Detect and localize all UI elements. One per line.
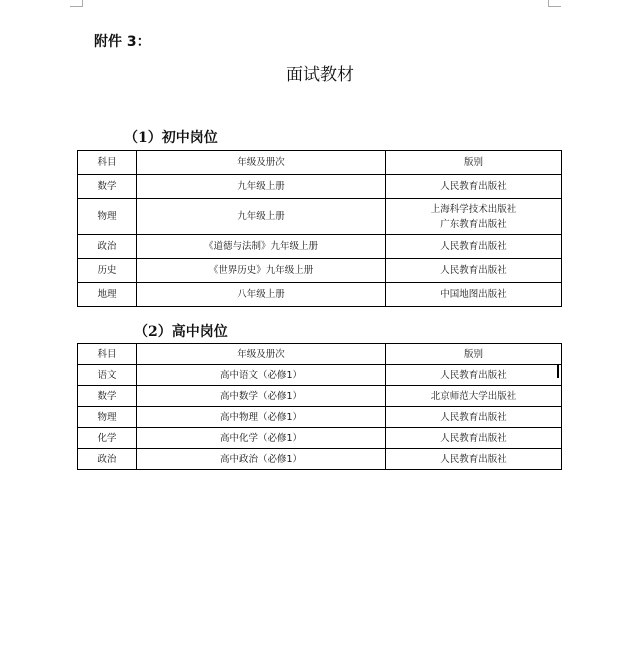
cell-publisher: 北京师范大学出版社 [386, 386, 562, 407]
table-row [78, 235, 562, 259]
table-row [78, 365, 562, 386]
cell-subject: 政治 [78, 235, 137, 259]
cell-publisher: 人民教育出版社 [386, 175, 562, 199]
cell-grade: 九年级上册 [137, 199, 386, 235]
column-header-grade: 年级及册次 [137, 151, 386, 175]
cell-subject: 历史 [78, 259, 137, 283]
cell-grade: 高中语文（必修1） [137, 365, 386, 386]
cell-grade: 《道德与法制》九年级上册 [137, 235, 386, 259]
cell-publisher: 中国地图出版社 [386, 283, 562, 307]
section-heading-junior: （1）初中岗位 [124, 130, 218, 146]
table-row [78, 283, 562, 307]
cell-publisher: 人民教育出版社 [386, 428, 562, 449]
junior-textbook-table [77, 150, 562, 307]
table-row [78, 407, 562, 428]
page-corner-mark-left [70, 0, 83, 7]
cell-subject: 数学 [78, 386, 137, 407]
publisher-line-2: 广东教育出版社 [440, 218, 507, 230]
table-row [78, 259, 562, 283]
cell-grade: 高中物理（必修1） [137, 407, 386, 428]
cell-subject: 化学 [78, 428, 137, 449]
column-header-subject: 科目 [78, 344, 137, 365]
cell-grade: 高中政治（必修1） [137, 449, 386, 470]
cell-subject: 政治 [78, 449, 137, 470]
cell-subject: 数学 [78, 175, 137, 199]
table-header-row [78, 344, 562, 365]
cell-grade: 八年级上册 [137, 283, 386, 307]
publisher-line-1: 上海科学技术出版社 [430, 203, 517, 215]
table-row [78, 386, 562, 407]
attachment-label: 附件 3： [94, 34, 151, 50]
text-cursor [557, 364, 559, 378]
cell-publisher: 人民教育出版社 [386, 235, 562, 259]
column-header-publisher: 版别 [386, 151, 562, 175]
cell-subject: 语文 [78, 365, 137, 386]
cell-publisher [386, 199, 562, 235]
cell-grade: 《世界历史》九年级上册 [137, 259, 386, 283]
table-row [78, 199, 562, 235]
cell-publisher: 人民教育出版社 [386, 407, 562, 428]
column-header-publisher: 版别 [386, 344, 562, 365]
cell-subject: 物理 [78, 199, 137, 235]
page-corner-mark-right [548, 0, 561, 7]
document-title: 面试教材 [286, 65, 354, 85]
table-header-row [78, 151, 562, 175]
senior-textbook-table [77, 343, 562, 470]
table-row [78, 175, 562, 199]
cell-grade: 高中化学（必修1） [137, 428, 386, 449]
cell-publisher: 人民教育出版社 [386, 449, 562, 470]
cell-grade: 九年级上册 [137, 175, 386, 199]
column-header-subject: 科目 [78, 151, 137, 175]
cell-subject: 物理 [78, 407, 137, 428]
cell-publisher: 人民教育出版社 [386, 259, 562, 283]
cell-publisher: 人民教育出版社 [386, 365, 562, 386]
column-header-grade: 年级及册次 [137, 344, 386, 365]
cell-grade: 高中数学（必修1） [137, 386, 386, 407]
section-heading-senior: （2）高中岗位 [134, 324, 228, 340]
table-row [78, 449, 562, 470]
cell-subject: 地理 [78, 283, 137, 307]
table-row [78, 428, 562, 449]
